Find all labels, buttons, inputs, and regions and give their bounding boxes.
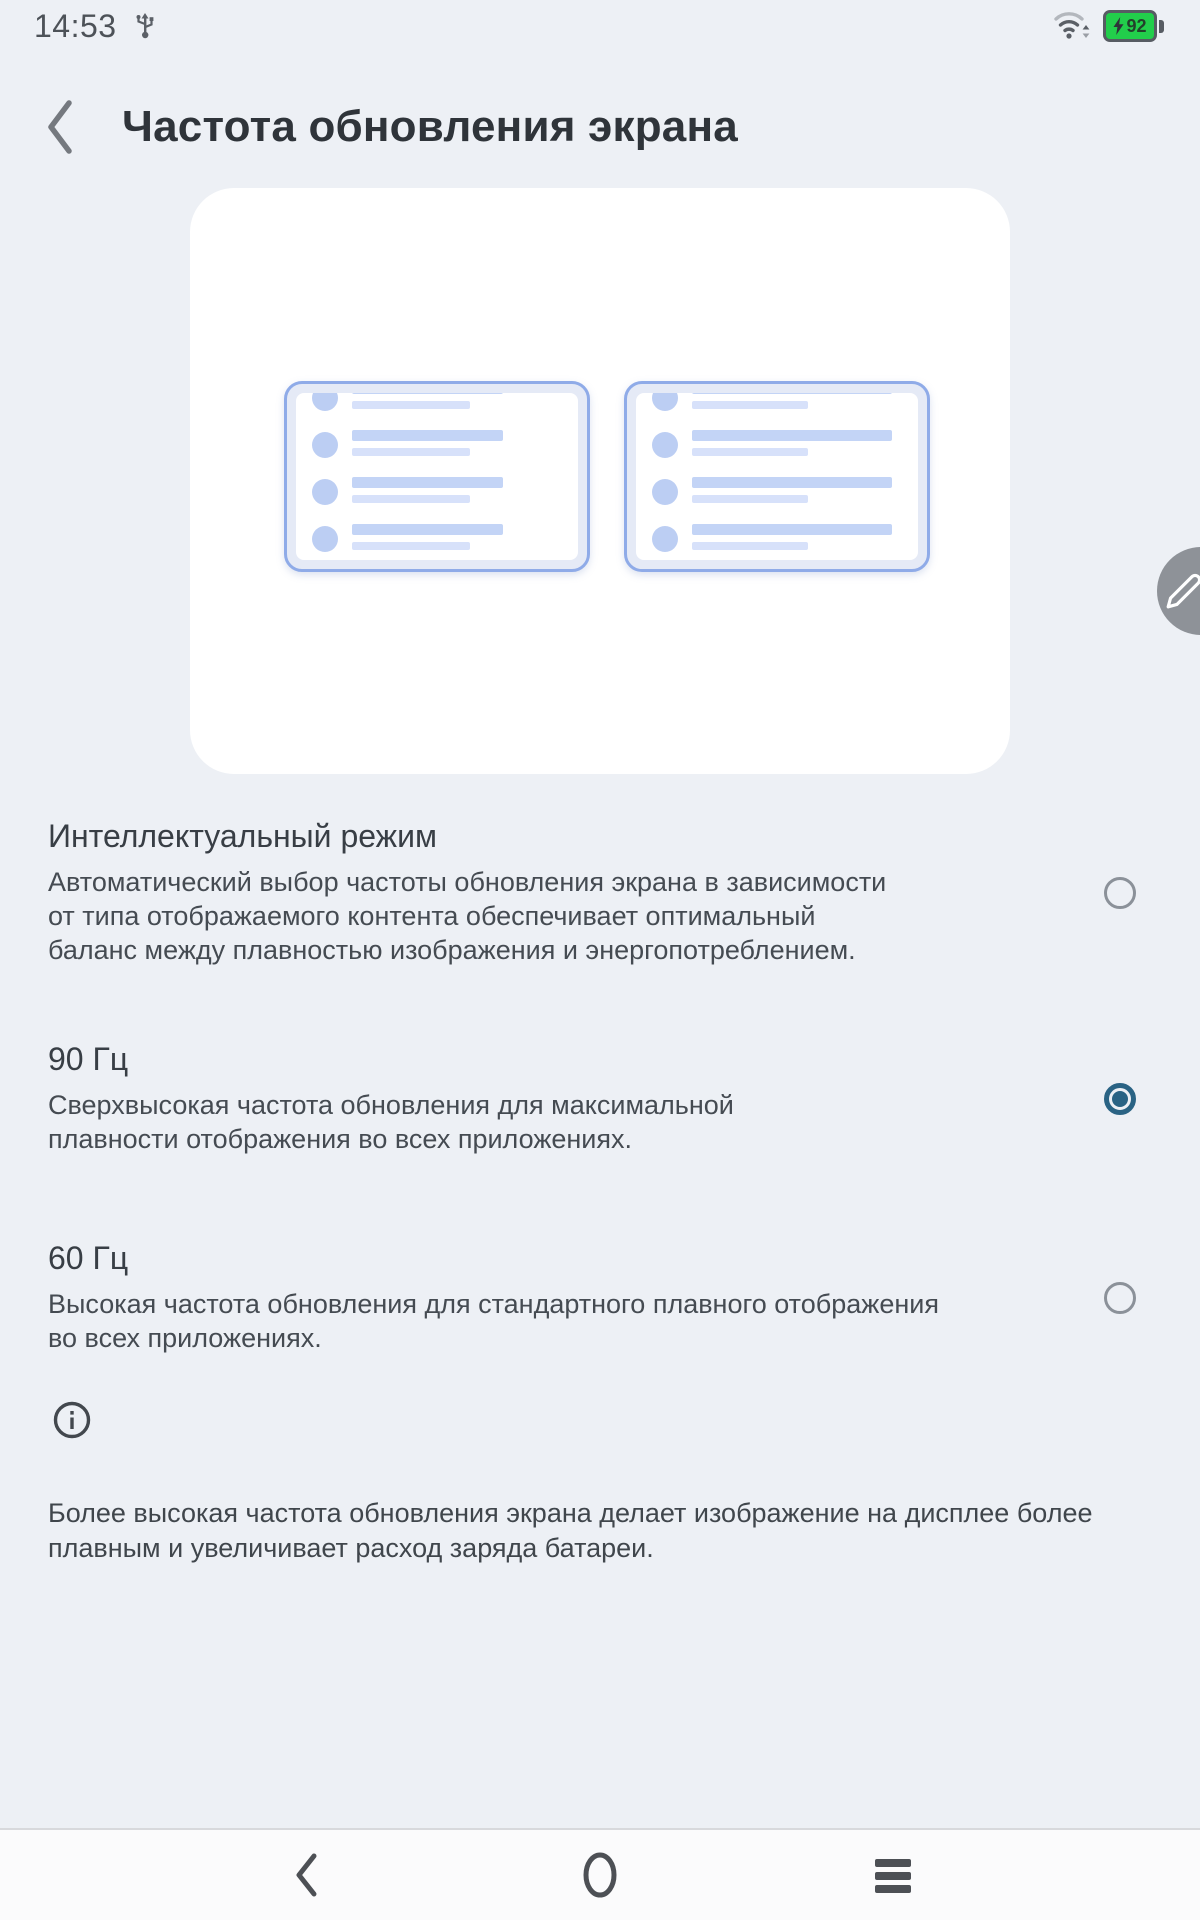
header bbox=[0, 88, 1200, 166]
battery-percent: 92 bbox=[1126, 16, 1147, 36]
list-row-placeholder bbox=[652, 430, 902, 458]
option-title: 60 Гц bbox=[48, 1240, 129, 1276]
illustration-card bbox=[190, 188, 1010, 774]
screen-preview-left-content bbox=[296, 393, 578, 560]
radio-60hz[interactable] bbox=[1104, 1282, 1136, 1314]
navigation-bar bbox=[0, 1828, 1200, 1920]
radio-intelligent-mode[interactable] bbox=[1104, 877, 1136, 909]
back-button[interactable] bbox=[44, 98, 74, 156]
screen-preview-left bbox=[284, 381, 590, 572]
battery-nub bbox=[1159, 20, 1164, 33]
list-row-placeholder bbox=[652, 393, 902, 411]
nav-home-button[interactable] bbox=[540, 1830, 660, 1920]
list-row-placeholder bbox=[652, 477, 902, 505]
option-text bbox=[48, 1041, 884, 1156]
footnote-text: Более высокая частота обновления экрана делает изображение на дисплее более плавным и увеличивает расход заряда батареи. bbox=[48, 1498, 1093, 1563]
battery-indicator bbox=[1103, 10, 1164, 42]
option-description: Автоматический выбор частоты обновления экрана в зависимости от типа отображаемого контента обеспечивает оптимальный баланс между плавностью изображения и энергопотреблением. bbox=[48, 867, 887, 965]
list-row-placeholder bbox=[312, 430, 562, 458]
option-description: Высокая частота обновления для стандартного плавного отображения во всех приложениях. bbox=[48, 1289, 939, 1353]
option-text bbox=[48, 1240, 1004, 1355]
chevron-left-icon bbox=[44, 98, 74, 156]
usb-icon bbox=[133, 10, 157, 45]
status-bar bbox=[0, 0, 1200, 52]
wifi-icon bbox=[1053, 8, 1091, 45]
list-row-placeholder bbox=[312, 524, 562, 552]
nav-home-icon bbox=[580, 1849, 620, 1901]
list-row-placeholder bbox=[312, 393, 562, 411]
nav-back-icon bbox=[294, 1852, 318, 1898]
battery-body bbox=[1103, 10, 1157, 42]
option-description: Сверхвысокая частота обновления для максимальной плавности отображения во всех приложениях. bbox=[48, 1090, 734, 1154]
option-title: Интеллектуальный режим bbox=[48, 818, 437, 854]
clock: 14:53 bbox=[34, 7, 117, 44]
list-row-placeholder bbox=[312, 477, 562, 505]
status-icons bbox=[1053, 8, 1164, 45]
nav-recents-icon bbox=[874, 1856, 912, 1894]
info-icon bbox=[52, 1400, 92, 1440]
edit-pencil-icon bbox=[1165, 572, 1200, 610]
option-90hz[interactable] bbox=[48, 1041, 1136, 1156]
screen-preview-right bbox=[624, 381, 930, 572]
page-title: Частота обновления экрана bbox=[122, 102, 738, 151]
option-60hz[interactable] bbox=[48, 1240, 1136, 1355]
option-title: 90 Гц bbox=[48, 1041, 129, 1077]
nav-back-button[interactable] bbox=[246, 1830, 366, 1920]
list-row-placeholder bbox=[652, 524, 902, 552]
edge-edit-fab[interactable] bbox=[1157, 547, 1200, 635]
option-text bbox=[48, 818, 924, 967]
screen-preview-right-content bbox=[636, 393, 918, 560]
radio-90hz[interactable] bbox=[1104, 1083, 1136, 1115]
option-intelligent-mode[interactable] bbox=[48, 818, 1136, 967]
nav-recents-button[interactable] bbox=[833, 1830, 953, 1920]
charging-bolt-icon bbox=[1113, 17, 1124, 35]
